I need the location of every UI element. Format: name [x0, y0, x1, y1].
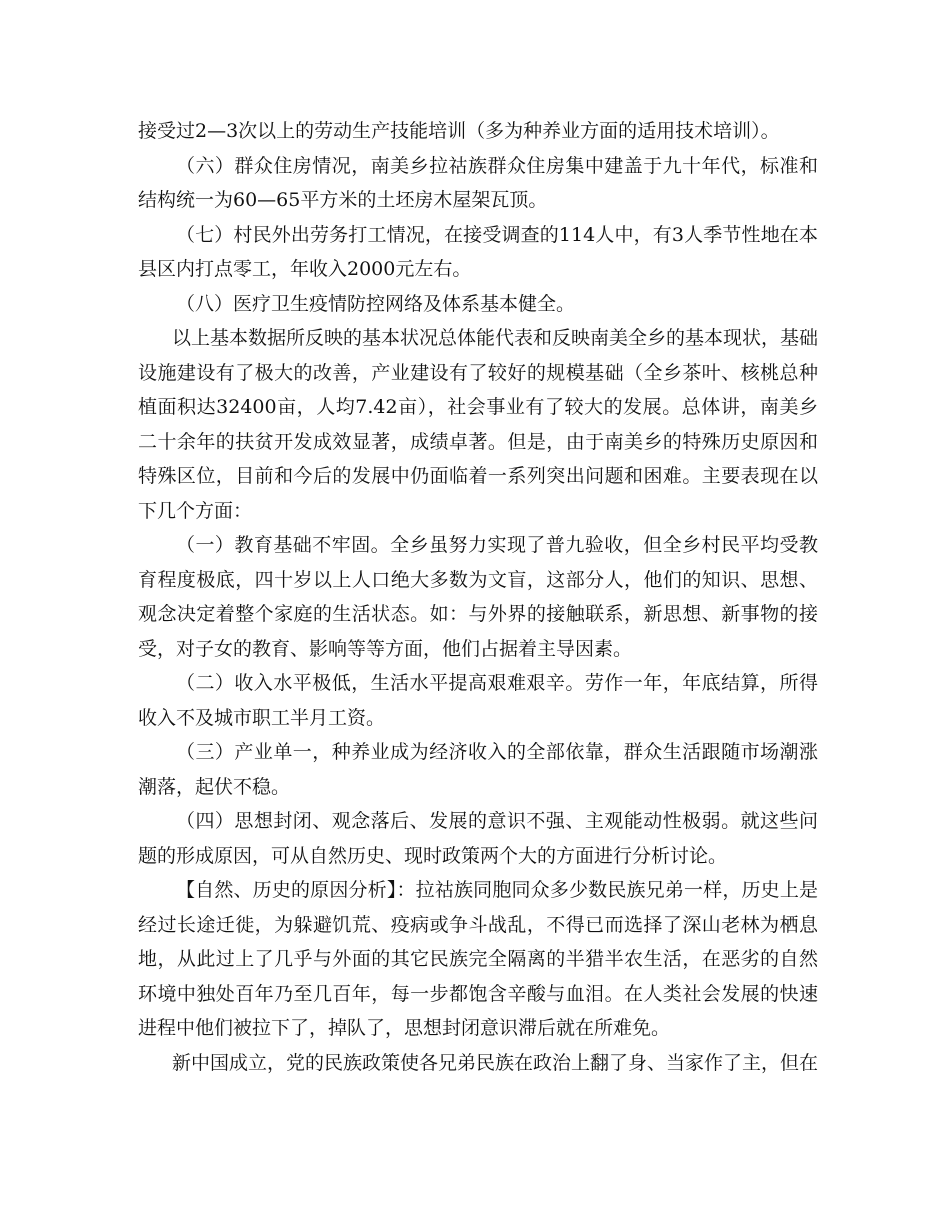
- paragraph-history-analysis: 【自然、历史的原因分析】：拉祜族同胞同众多少数民族兄弟一样，历史上是经过长途迁徙，为躲避饥荒、疫病或争斗战乱，不得已而选择了深山老林为栖息地，从此过上了几乎与外面的其它民族完全隔离的半猎半农生活，在恶劣的自然环境中独处百年乃至几百年，每一步都饱含辛酸与血泪。在人类社会发展的快速进程中他们被拉下了，掉队了，思想封闭意识滞后就在所难免。: [138, 879, 818, 1039]
- paragraph-industry: （三）产业单一，种养业成为经济收入的全部依靠，群众生活跟随市场潮涨潮落，起伏不稳。: [138, 741, 818, 798]
- paragraph-mindset: （四）思想封闭、观念落后、发展的意识不强、主观能动性极弱。就这些问题的形成原因，可从自然历史、现时政策两个大的方面进行分析讨论。: [138, 810, 818, 867]
- paragraph-income: （二）收入水平极低，生活水平提高艰难艰辛。劳作一年，年底结算，所得收入不及城市职工半月工资。: [138, 672, 818, 729]
- paragraph-health-network: （八）医疗卫生疫情防控网络及体系基本健全。: [176, 292, 576, 315]
- paragraph-summary: 以上基本数据所反映的基本状况总体能代表和反映南美全乡的基本现状，基础设施建设有了极大的改善，产业建设有了较好的规模基础（全乡茶叶、核桃总种植面积达32400亩，人均7.42亩），社会事业有了较大的发展。总体讲，南美乡二十余年的扶贫开发成效显著，成绩卓著。但是，由于南美乡的特殊历史原因和特殊区位，目前和今后的发展中仍面临着一系列突出问题和困难。主要表现在以下几个方面：: [138, 327, 819, 522]
- paragraph-education: （一）教育基础不牢固。全乡虽努力实现了普九验收，但全乡村民平均受教育程度极底，四十岁以上人口绝大多数为文盲，这部分人，他们的知识、思想、观念决定着整个家庭的生活状态。如：与外界的接触联系，新思想、新事物的接受，对子女的教育、影响等等方面，他们占据着主导因素。: [138, 534, 818, 660]
- paragraph-new-china: 新中国成立，党的民族政策使各兄弟民族在政治上翻了身、当家作了主，但在: [172, 1051, 819, 1074]
- paragraph-training-continuation: 接受过2—3次以上的劳动生产技能培训（多为种养业方面的适用技术培训）。: [138, 120, 780, 142]
- paragraph-housing: （六）群众住房情况，南美乡拉祜族群众住房集中建盖于九十年代，标准和结构统一为60—65平方米的土坯房木屋架瓦顶。: [138, 154, 818, 211]
- document-body: [138, 114, 818, 1080]
- paragraph-migrant-work: （七）村民外出劳务打工情况，在接受调查的114人中，有3人季节性地在本县区内打点零工，年收入2000元左右。: [138, 223, 818, 280]
